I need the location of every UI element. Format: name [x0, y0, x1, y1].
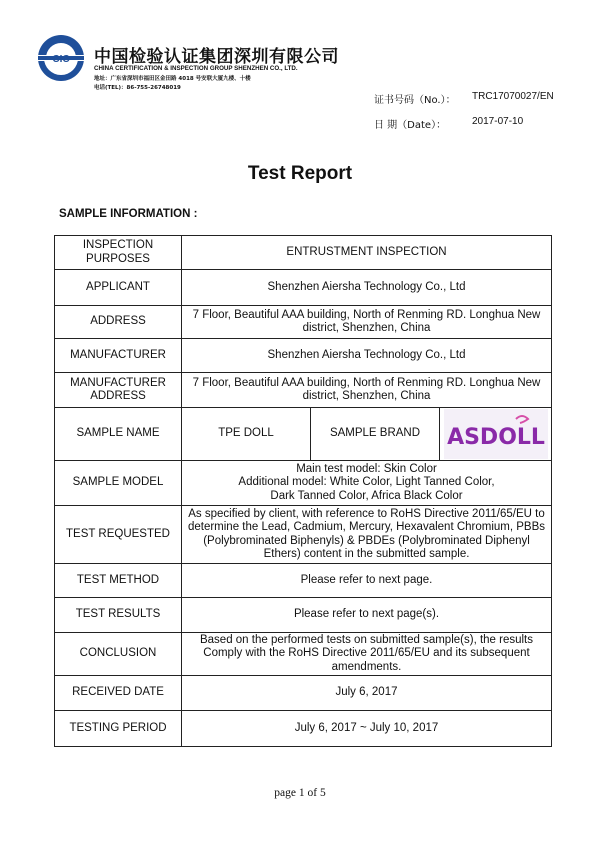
page-title: Test Report: [247, 163, 353, 184]
row-label: MANUFACTURER ADDRESS: [55, 373, 182, 408]
row-label: CONCLUSION: [55, 633, 182, 676]
sample-model-line: Dark Tanned Color, Africa Black Color: [270, 489, 463, 502]
row-label: MANUFACTURER: [55, 339, 182, 373]
certificate-number-label: 证书号码（No.）：: [374, 95, 456, 106]
row-value: As specified by client, with reference to RoHS Directive 2011/65/EU to determine the Lead, Cadmium, Mercury, Hexavalent Chromium, PBBs (Polybrominated Biphenyls) & PBDEs (Polybrominated Diphenyl Ethers) content in the submitted sample.: [182, 506, 552, 564]
row-value: [182, 461, 552, 506]
brand-label: SAMPLE BRAND: [311, 408, 440, 461]
row-value: Based on the performed tests on submitted sample(s), the results Comply with the RoHS Directive 2011/65/EU and its subsequent amendments.: [182, 633, 552, 676]
company-name-en: CHINA CERTIFICATION & INSPECTION GROUP SHENZHEN CO., LTD.: [94, 65, 298, 72]
table-row: [55, 373, 552, 408]
row-label: TESTING PERIOD: [55, 711, 182, 747]
certificate-number-value: TRC17070027/EN: [472, 91, 554, 102]
row-label: TEST REQUESTED: [55, 506, 182, 564]
row-value: Please refer to next page(s).: [182, 598, 552, 633]
company-tel: 电话(TEL)：86-755-26748019: [94, 85, 181, 91]
company-name-cn: 中国检验认证集团深圳有限公司: [94, 47, 339, 67]
row-value: July 6, 2017: [182, 676, 552, 711]
row-value: 7 Floor, Beautiful AAA building, North of Renming RD. Longhua New district, Shenzhen, China: [182, 306, 552, 339]
page-number: page 1 of 5: [274, 787, 326, 799]
sample-model-line: Additional model: White Color, Light Tanned Color,: [238, 476, 495, 489]
table-row: [55, 270, 552, 306]
row-label: SAMPLE NAME: [55, 408, 182, 461]
section-title: SAMPLE INFORMATION :: [59, 208, 198, 220]
table-row: [55, 339, 552, 373]
table-row: [55, 461, 552, 506]
row-label: RECEIVED DATE: [55, 676, 182, 711]
table-row: [55, 676, 552, 711]
row-label: INSPECTION PURPOSES: [55, 236, 182, 270]
row-value: Shenzhen Aiersha Technology Co., Ltd: [182, 339, 552, 373]
row-value: TPE DOLL: [182, 408, 311, 461]
table-row: [55, 306, 552, 339]
sample-info-table: [54, 235, 552, 747]
brand-logo-text: ASDOLL: [447, 425, 545, 450]
row-label: APPLICANT: [55, 270, 182, 306]
table-row: [55, 564, 552, 598]
certificate-number: [374, 91, 554, 106]
report-date: [374, 116, 524, 131]
table-row: [55, 408, 552, 461]
row-value: Please refer to next page.: [182, 564, 552, 598]
row-value: ENTRUSTMENT INSPECTION: [182, 236, 552, 270]
row-label: SAMPLE MODEL: [55, 461, 182, 506]
brand-logo-cell: [440, 408, 552, 461]
row-label: ADDRESS: [55, 306, 182, 339]
logo-text: CIC: [52, 54, 70, 65]
company-address: 地址：广东省深圳市福田区金田路 4018 号安联大厦九楼、十楼: [94, 76, 251, 82]
row-value: 7 Floor, Beautiful AAA building, North of Renming RD. Longhua New district, Shenzhen, China: [182, 373, 552, 408]
table-row: [55, 236, 552, 270]
cic-logo: [36, 33, 86, 83]
sample-model-line: Main test model: Skin Color: [296, 462, 437, 475]
table-row: [55, 506, 552, 564]
row-label: TEST RESULTS: [55, 598, 182, 633]
row-value: Shenzhen Aiersha Technology Co., Ltd: [182, 270, 552, 306]
table-row: [55, 633, 552, 676]
report-date-value: 2017-07-10: [472, 116, 524, 127]
row-value: July 6, 2017 ~ July 10, 2017: [182, 711, 552, 747]
table-row: [55, 711, 552, 747]
report-date-label: 日 期（Date）：: [374, 120, 447, 131]
row-label: TEST METHOD: [55, 564, 182, 598]
asdoll-brand-logo: [444, 409, 548, 459]
table-row: [55, 598, 552, 633]
